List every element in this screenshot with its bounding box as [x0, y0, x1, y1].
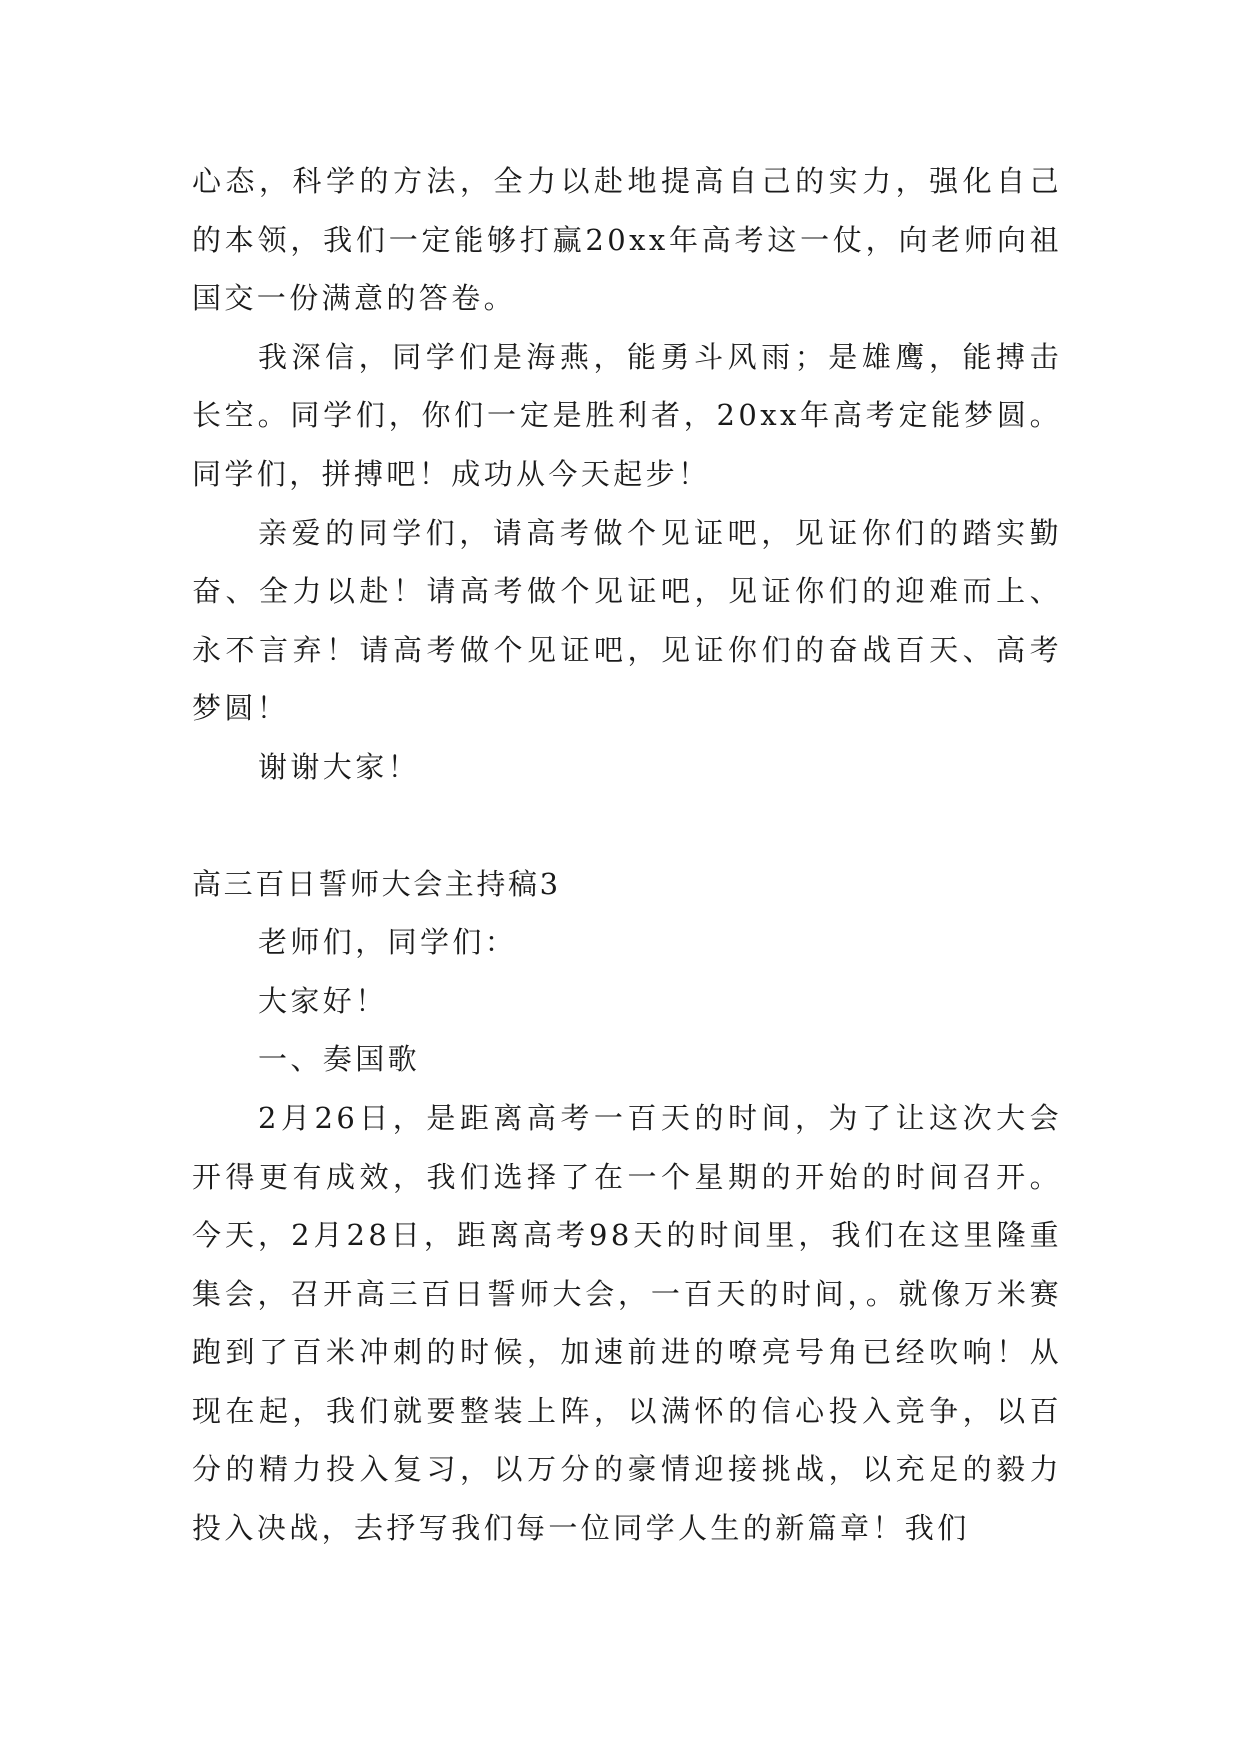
paragraph-witness: 亲爱的同学们，请高考做个见证吧，见证你们的踏实勤奋、全力以赴！请高考做个见证吧，见证你们的迎难而上、永不言弃！请高考做个见证吧，见证你们的奋战百天、高考梦圆！ — [192, 515, 1062, 726]
paragraph-closing-mindset: 心态，科学的方法，全力以赴地提高自己的实力，强化自己的本领，我们一定能够打赢20xx年高考这一仗，向老师向祖国交一份满意的答卷。 — [192, 164, 1062, 316]
paragraph-anthem: 一、奏国歌 — [258, 1042, 421, 1077]
paragraph-thanks: 谢谢大家！ — [258, 749, 421, 784]
section-gap — [192, 797, 1062, 855]
section-title: 高三百日誓师大会主持稿3 — [192, 866, 561, 901]
paragraph-salutation: 老师们，同学们： — [258, 925, 518, 960]
paragraph-belief: 我深信，同学们是海燕，能勇斗风雨；是雄鹰，能搏击长空。同学们，你们一定是胜利者，20xx年高考定能梦圆。同学们，拼搏吧！成功从今天起步！ — [192, 339, 1062, 491]
paragraph-hundred-days: 2月26日，是距离高考一百天的时间，为了让这次大会开得更有成效，我们选择了在一个星期的开始的时间召开。今天，2月28日，距离高考98天的时间里，我们在这里隆重集会，召开高三百日誓师大会，一百天的时间，。就像万米赛跑到了百米冲刺的时候，加速前进的嘹亮号角已经吹响！从现在起，我们就要整装上阵，以满怀的信心投入竞争，以百分的精力投入复习，以万分的豪情迎接挑战，以充足的毅力投入决战，去抒写我们每一位同学人生的新篇章！我们 — [192, 1100, 1062, 1546]
document-body — [192, 152, 1062, 1558]
paragraph-greeting: 大家好！ — [258, 983, 388, 1018]
